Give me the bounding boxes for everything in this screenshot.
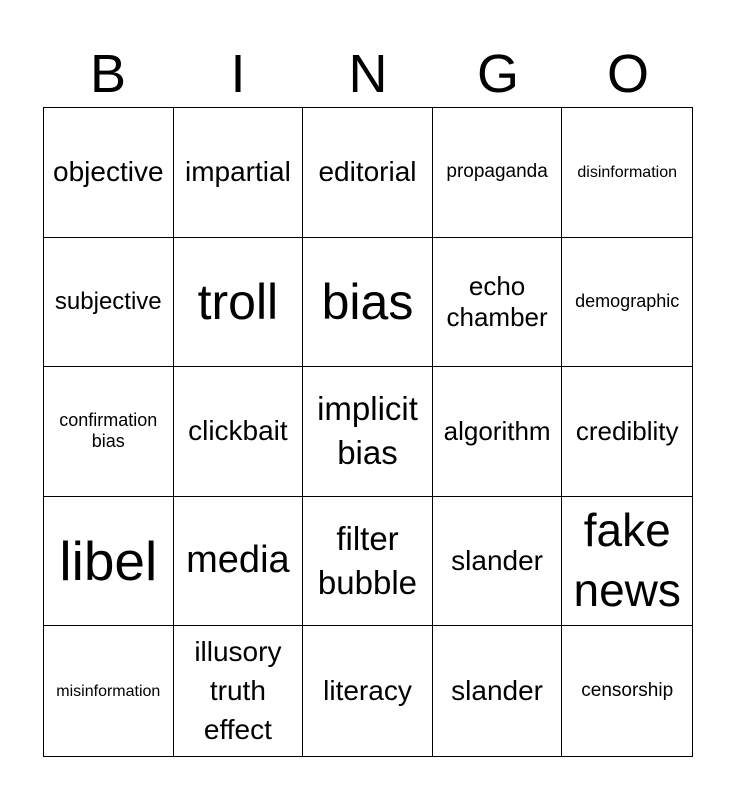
bingo-cell-r4-c1[interactable]: [44, 497, 174, 627]
bingo-cell-r5-c4[interactable]: [433, 626, 563, 756]
header-letter-i: I: [230, 44, 246, 104]
bingo-cell-r1-c4[interactable]: [433, 108, 563, 238]
bingo-cell-r2-c5[interactable]: [562, 238, 692, 368]
cell-label: objective: [53, 156, 164, 188]
bingo-cell-r5-c3[interactable]: [303, 626, 433, 756]
header-letter-g: G: [476, 44, 519, 104]
cell-label: libel: [59, 530, 158, 593]
bingo-cell-r3-c3[interactable]: [303, 367, 433, 497]
cell-label: algorithm: [443, 415, 551, 446]
cell-label: confirmation bias: [59, 409, 158, 452]
bingo-cell-r4-c5[interactable]: [562, 497, 692, 627]
bingo-cell-r3-c5[interactable]: [562, 367, 692, 497]
cell-label: bias: [321, 273, 414, 330]
cell-label: crediblity: [575, 415, 679, 446]
cell-label: filter bubble: [317, 519, 418, 602]
bingo-cell-r4-c3[interactable]: [303, 497, 433, 627]
cell-label: disinformation: [577, 163, 677, 181]
cell-label: propaganda: [446, 160, 548, 182]
bingo-cell-r1-c5[interactable]: [562, 108, 692, 238]
bingo-cell-r2-c1[interactable]: [44, 238, 174, 368]
cell-label: media: [186, 539, 290, 582]
cell-label: misinformation: [56, 682, 161, 700]
cell-label: illusory truth effect: [194, 636, 282, 745]
bingo-cell-r4-c2[interactable]: [174, 497, 304, 627]
bingo-board: [43, 107, 693, 757]
cell-label: subjective: [54, 288, 162, 316]
header-letter-n: N: [348, 44, 388, 104]
bingo-cell-r1-c2[interactable]: [174, 108, 304, 238]
cell-label: fake news: [573, 504, 681, 617]
bingo-cell-r3-c4[interactable]: [433, 367, 563, 497]
cell-label: censorship: [581, 679, 674, 701]
header-letter-b: B: [89, 44, 127, 104]
bingo-cell-r2-c3[interactable]: [303, 238, 433, 368]
bingo-cell-r4-c4[interactable]: [433, 497, 563, 627]
cell-label: demographic: [575, 291, 680, 312]
header-letter-o: O: [606, 44, 649, 104]
cell-label: literacy: [323, 675, 412, 707]
cell-label: slander: [451, 675, 544, 707]
bingo-cell-r5-c2[interactable]: [174, 626, 304, 756]
bingo-cell-r2-c4[interactable]: [433, 238, 563, 368]
bingo-cell-r5-c5[interactable]: [562, 626, 692, 756]
bingo-header: [43, 40, 693, 108]
bingo-cell-r3-c2[interactable]: [174, 367, 304, 497]
cell-label: echo chamber: [446, 270, 548, 332]
bingo-cell-r5-c1[interactable]: [44, 626, 174, 756]
bingo-cell-r1-c3[interactable]: [303, 108, 433, 238]
bingo-cell-r3-c1[interactable]: [44, 367, 174, 497]
cell-label: clickbait: [188, 415, 288, 447]
bingo-cell-r1-c1[interactable]: [44, 108, 174, 238]
cell-label: impartial: [184, 156, 291, 188]
cell-label: implicit bias: [317, 389, 418, 472]
cell-label: troll: [197, 273, 279, 330]
bingo-cell-r2-c2[interactable]: [174, 238, 304, 368]
cell-label: slander: [451, 545, 544, 576]
cell-label: editorial: [318, 156, 417, 188]
